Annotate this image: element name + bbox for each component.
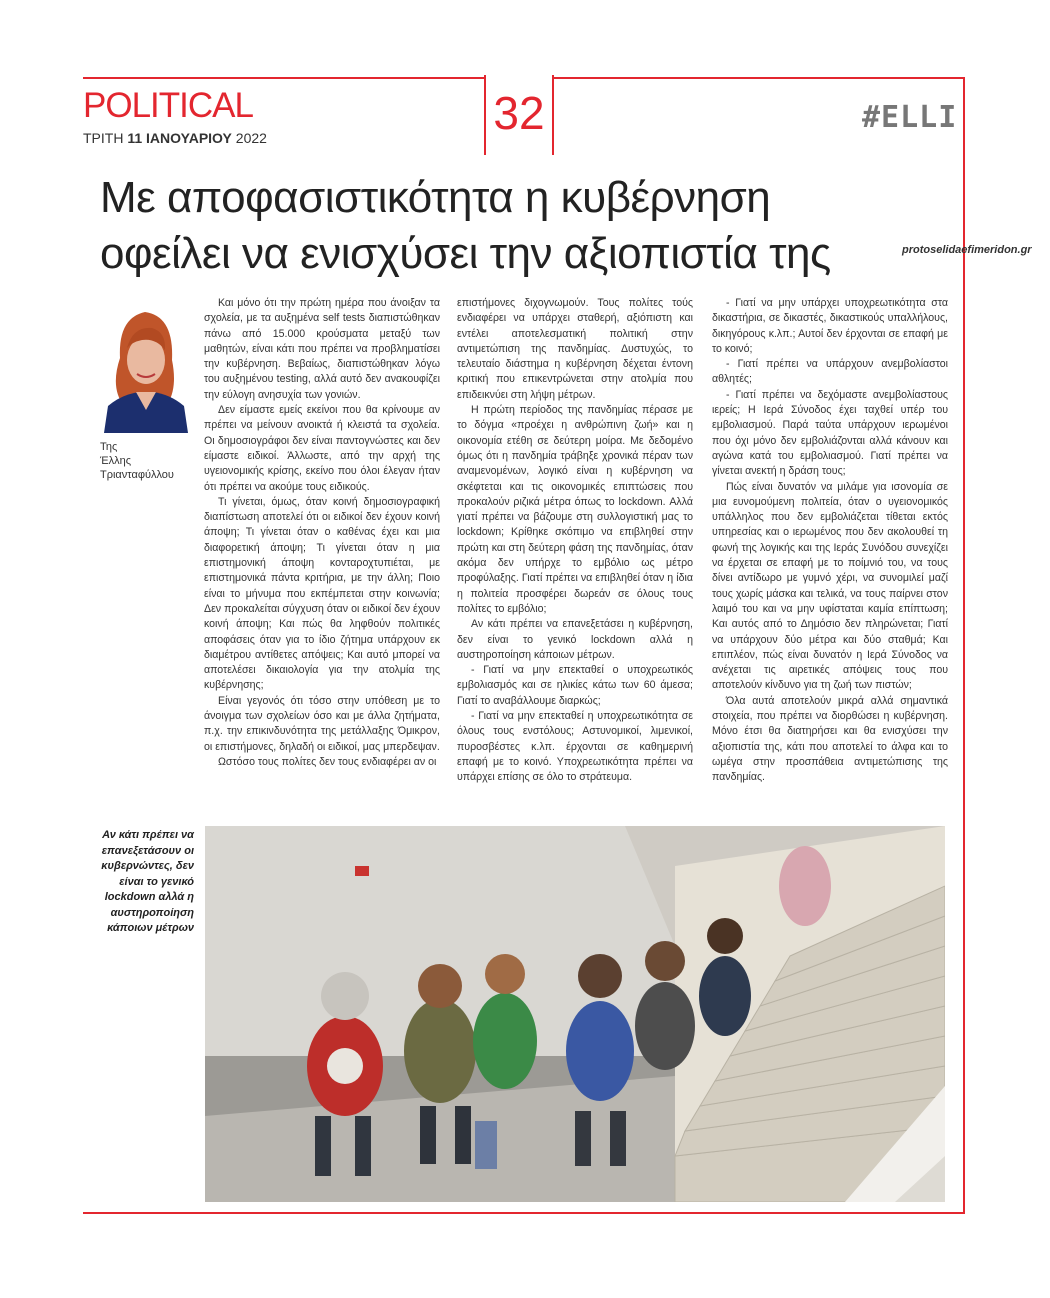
article-column-1 [204, 296, 440, 770]
author-photo [100, 298, 190, 433]
article-headline [100, 170, 920, 282]
date-weekday: ΤΡΙΤΗ [83, 130, 124, 146]
paragraph: Τι γίνεται, όμως, όταν κοινή δημοσιογραφική διαπίστωση αποτελεί ότι οι ειδικοί δεν έχουν κοινή άποψη; Τι γίνεται όταν ο καθένας έχει και μια διαφορετική άποψη; Τι γίνεται όταν η μια επιστημονική άποψη κονταροχτυπιέται, με επιστημονικά πάντα κριτήρια, με την άλλη; Ποιο είναι το μήνυμα που εκπέμπεται στην κοινωνία; Δεν προκαλείται σύγχυση όταν οι ειδικοί δεν έχουν κοινή άποψη; Και πώς θα ληφθούν πολιτικές αποφάσεις όταν για το ίδιο ζήτημα υπάρχουν εκ διαμέτρου αντίθετες απόψεις; Και αυτό μπορεί να αποτελέσει δικαιολογία για την ατολμία της κυβέρνησης; [204, 495, 440, 692]
paragraph: Πώς είναι δυνατόν να μιλάμε για ισονομία σε μια ευνομούμενη πολιτεία, όταν ο υγειονομικός υπάλληλος που δεν εμβολιάζεται τίθεται εκτός υπηρεσίας και ο ιερωμένος που δεν ακολουθεί τη φωνή της λογικής και της Ιεράς Συνόδου συνεχίζει να έρχεται σε επαφή με το ποίμνιό του, να τους δίνει αντίδωρο με γυμνό χέρι, να συνομιλεί μαζί τους χωρίς μάσκα και τελικά, να τους παίρνει στον λαιμό του και να μην υφίσταται καμία επίπτωση; Και αυτός από το Δημόσιο δεν πληρώνεται; Γιατί να υπάρχουν δύο μέτρα και δύο σταθμά; Και επιπλέον, πώς είναι δυνατόν η Ιερά Σύνοδος να ανέχεται τις αιρετικές απόψεις τους που αποτελούν κίνδυνο για τη ζωή των πιστών; [712, 480, 948, 692]
paragraph: - Γιατί να μην επεκταθεί ο υποχρεωτικός εμβολιασμός και σε ηλικίες κάτω των 60 άμεσα; Γιατί το αναβάλλουμε διαρκώς; [457, 664, 693, 707]
author-portrait-illustration [100, 298, 190, 433]
paragraph: Δεν είμαστε εμείς εκείνοι που θα κρίνουμε αν πρέπει να μείνουν ανοικτά ή κλειστά τα σχολεία. Οι δημοσιογράφοι δεν είναι παντογνώστες και δεν είμαστε ειδικοί. Άλλωστε, από την αρχή της υγειονομικής κρίσης, εκείνο που όλοι έλεγαν ήταν ότι πρέπει να ακούμε τους ειδικούς. [204, 404, 440, 493]
page-number-box [484, 75, 554, 155]
paragraph: Αν κάτι πρέπει να επανεξετάσει η κυβέρνηση, δεν είναι το γενικό lockdown αλλά η αυστηροποίηση κάποιων μέτρων. [457, 618, 693, 661]
article-photo [205, 826, 945, 1202]
paragraph: - Γιατί να μην υπάρχει υποχρεωτικότητα στα δικαστήρια, σε δικαστές, δικαστικούς υπαλλήλους, δικηγόρους κ.λπ.; Αυτοί δεν έρχονται σε επαφή με το κοινό; [712, 297, 948, 355]
paragraph: επιστήμονες διχογνωμούν. Τους πολίτες τούς ενδιαφέρει να υπάρχει σταθερή, αξιόπιστη και εντέλει αποτελεσματική πολιτική στην αντιμετώπιση της πανδημίας. Δυστυχώς, το τελευταίο διάστημα η κυβέρνηση δέχεται έντονη κριτική που επικεντρώνεται στην ατολμία που επιδεικνύει στη λήψη μέτρων. [457, 297, 693, 401]
paragraph: - Γιατί πρέπει να δεχόμαστε ανεμβολίαστους ιερείς; Η Ιερά Σύνοδος έχει ταχθεί υπέρ του εμβολιασμού. Παρά ταύτα υπάρχουν ιερωμένοι που όχι μόνο δεν εμβολιάζονται αλλά κάνουν και αγώνα κατά του εμβολιασμού. Γιατί πρέπει να γίνεται ανεκτή η δράση τους; [712, 388, 948, 478]
paragraph: Όλα αυτά αποτελούν μικρά αλλά σημαντικά στοιχεία, που πρέπει να διορθώσει η κυβέρνηση. Μόνο έτσι θα διατηρήσει και θα ενισχύσει την αξιοπιστία της, κάτι που αποτελεί το άλφα και το ωμέγα στην προσπάθεια αντιμετώπισης της πανδημίας. [712, 694, 948, 784]
page-number: 32 [493, 87, 545, 139]
article-column-3 [712, 296, 948, 786]
author-byline: Της [100, 441, 118, 453]
issue-date [83, 129, 267, 147]
brand-tag: #ELLI [862, 100, 958, 135]
paragraph: Η πρώτη περίοδος της πανδημίας πέρασε με το δόγμα «προέχει η ανθρώπινη ζωή» και η οικονομία ετέθη σε δεύτερη μοίρα. Με δεδομένο όμως ότι η πανδημία τράβηξε χρονικά πέραν των αναμενομένων, λογικό είναι η κυβέρνηση να σκέφτεται και τις οικονομικές επιπτώσεις που προκαλούν ριζικά μέτρα όπως το lockdown. Αλλά γιατί πρέπει να βάζουμε στη συλλογιστική μας το lockdown; Κρίθηκε σκόπιμο να επιβληθεί στην πρώτη και στη δεύτερη φάση της πανδημίας, όταν ακόμα δεν υπήρχε το εμβόλιο ως μέτρο προφύλαξης. Γιατί πρέπει να επιβληθεί όταν η ίδια η πολιτεία προσφέρει δωρεάν σε όλους τους πολίτες το εμβόλιο; [457, 404, 693, 615]
paragraph: Είναι γεγονός ότι τόσο στην υπόθεση με το άνοιγμα των σχολείων όσο και με άλλα ζητήματα, π.χ. την επικινδυνότητα της μετάλλαξης Όμικρον, οι επιστήμονες, δηλαδή οι ειδικοί, μας μπερδεψαν. [204, 694, 440, 753]
paragraph: Και μόνο ότι την πρώτη ημέρα που άνοιξαν τα σχολεία, με τα αυξημένα self tests διαπιστώθηκαν πάνω από 15.000 κρούσματα μεταξύ των μαθητών, είναι κάτι που πρέπει να προβληματίσει την κυβέρνηση. Βεβαίως, διαπιστώθηκαν λόγω του αυξημένου testing, αλλά αυτό δεν ανακουφίζει την εύλογη ανησυχία των γονιών. [204, 297, 440, 401]
watermark: protoselidaefimeridon.gr [902, 244, 1032, 256]
headline-line-1: Με αποφασιστικότητα η κυβέρνηση [100, 173, 771, 222]
schoolchildren-stairs-illustration [205, 826, 945, 1202]
pull-quote: Αν κάτι πρέπει να επανεξετάσουν οι κυβερνώντες, δεν είναι το γενικό lockdown αλλά η αυστηροποίηση κάποιων μέτρων [101, 829, 194, 934]
author-caption [100, 440, 195, 482]
date-day-month: 11 ΙΑΝΟΥΑΡΙΟΥ [127, 130, 232, 146]
paragraph: - Γιατί πρέπει να υπάρχουν ανεμβολίαστοι αθλητές; [712, 358, 948, 386]
author-name: Έλλης Τριανταφύλλου [100, 455, 174, 481]
paragraph: - Γιατί να μην επεκταθεί η υποχρεωτικότητα σε όλους τους ενστόλους; Αστυνομικοί, λιμενικοί, πυροσβέστες κ.λπ. έρχονται σε καθημερινή επαφή με το κοινό. Υποχρεωτικότητα πρέπει να υπάρχει επίσης σε όλο το στράτευμα. [457, 710, 693, 784]
headline-line-2: οφείλει να ενισχύσει την αξιοπιστία της [100, 229, 831, 278]
paragraph: Ωστόσο τους πολίτες δεν τους ενδιαφέρει αν οι [218, 755, 437, 768]
article-column-2 [457, 296, 693, 786]
section-label: POLITICAL [83, 86, 253, 125]
date-year: 2022 [235, 130, 267, 146]
